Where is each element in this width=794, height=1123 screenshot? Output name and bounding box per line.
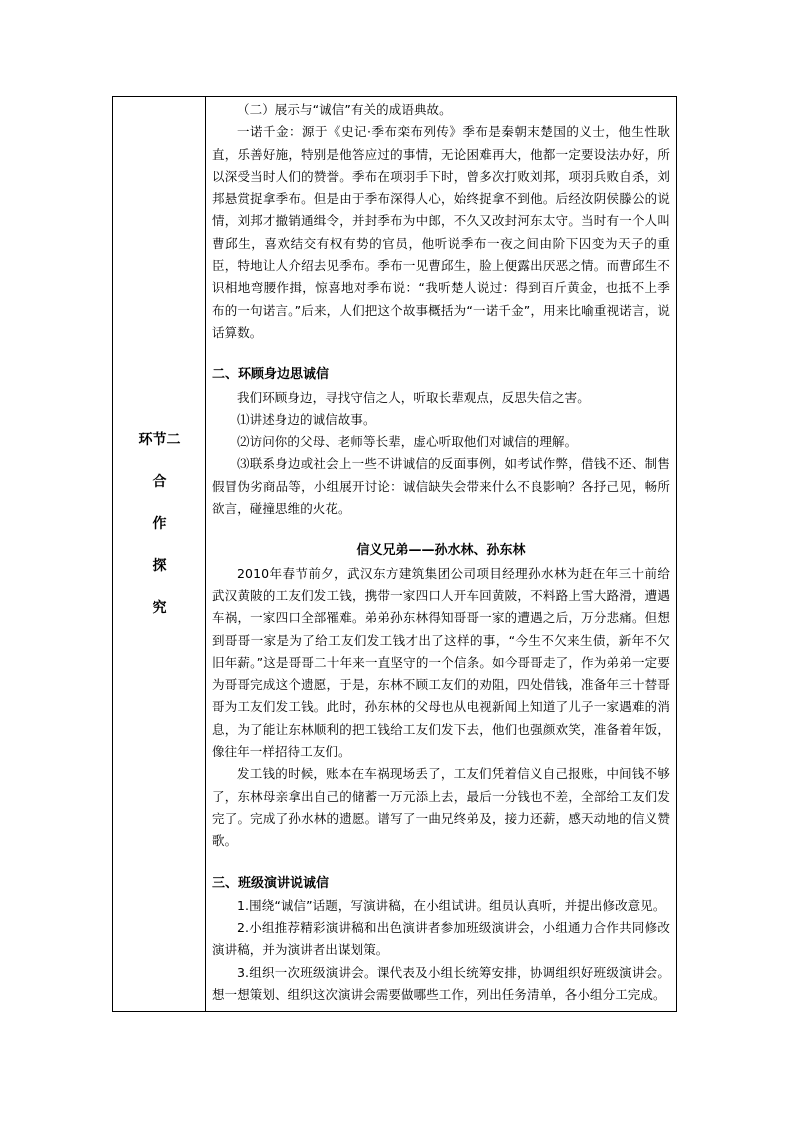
phase-char-1: 合 [152,474,167,490]
section-two-item-3: ⑶联系身边或社会上一些不讲诚信的反面事例，如考试作弊，借钱不还、制售假冒伪劣商品等，小组展开讨论：诚信缺失会带来什么不良影响？各抒己见，畅所欲言，碰撞思维的火花。 [212,456,670,517]
section-three-item-2: 2.小组推荐精彩演讲稿和出色演讲者参加班级演讲会，小组通力合作共同修改演讲稿，并为演讲者出谋划策。 [212,920,670,958]
idiom-intro: （二）展示与“诚信”有关的成语典故。 [237,102,452,117]
section-three-heading: 三、班级演讲说诚信 [212,875,330,891]
section-three-item-3: 3.组织一次班级演讲会。课代表及小组长统筹安排，协调组织好班级演讲会。想一想策划、组织这次演讲会需要做哪些工作，列出任务清单，各小组分工完成。 [212,964,670,1002]
section-two-intro: 我们环顾身边，寻找守信之人，听取长辈观点，反思失信之害。 [237,389,590,405]
idiom-story: 一诺千金：源于《史记·季布栾布列传》季布是秦朝末楚国的义士，他生性耿直，乐善好施，特别是他答应过的事情，无论困难再大，他都一定要设法办好，所以深受当时人们的赞誉。季布在项羽手下时，曾多次打败刘邦，项羽兵败自杀，刘邦悬赏捉拿季布。但是由于季布深得人心，始终捉拿不到他。后经汝阴侯滕公的说情，刘邦才撤销通缉令，并封季布为中郎，不久又改封河东太守。当时有一个人叫曹邱生，喜欢结交有权有势的官员，他听说季布一夜之间由阶下囚变为天子的重臣，特地让人介绍去见季布。季布一见曹邱生，脸上便露出厌恶之情。而曹邱生不识相地弯腰作揖，惊喜地对季布说：“我听楚人说过：得到百斤黄金，也抵不上季布的一句诺言。”后来，人们把这个故事概括为“一诺千金”，用来比喻重视诺言，说话算数。 [212,124,670,340]
phase-name: 环节二 [138,432,181,448]
section-two-heading: 二、环顾身边思诚信 [212,367,330,383]
section-two-item-1: ⑴讲述身边的诚信故事。 [237,411,376,427]
lesson-table [112,96,677,1012]
phase-column [113,97,206,1011]
content-column [206,97,676,1011]
phase-char-3: 探 [152,558,167,574]
section-three-item-1: 1.围绕“诚信”话题，写演讲稿，在小组试讲。组员认真听，并提出修改意见。 [237,897,666,913]
phase-char-2: 作 [152,516,167,532]
story-paragraph-1: 2010年春节前夕，武汉东方建筑集团公司项目经理孙水林为赶在年三十前给武汉黄陂的工友们发工钱，携带一家四口人开车回黄陂，不料路上雪大路滑，遭遇车祸，一家四口全部罹难。弟弟孙东林得知哥哥一家的遭遇之后，万分悲痛。但想到哥哥一家是为了给工友们发工钱才出了这样的事，“今生不欠来生债，新年不欠旧年薪。”这是哥哥二十年来一直坚守的一个信条。如今哥哥走了，作为弟弟一定要为哥哥完成这个遗愿，于是，东林不顾工友们的劝阻，四处借钱，准备年三十替哥哥为工友们发工钱。此时，孙东林的父母也从电视新闻上知道了儿子一家遇难的消息，为了能让东林顺利的把工钱给工友们发下去，他们也强颜欢笑，准备着年饭，像往年一样招待工友们。 [212,565,670,760]
story-paragraph-2: 发工钱的时候，账本在车祸现场丢了，工友们凭着信义自己报账，中间钱不够了，东林母亲拿出自己的储蓄一万元添上去，最后一分钱也不差，全部给工友们发完了。完成了孙水林的遗愿。谱写了一曲兄终弟及，接力还薪，感天动地的信义赞歌。 [212,766,670,849]
story-title: 信义兄弟——孙水林、孙东林 [356,543,526,559]
phase-char-4: 究 [152,600,167,616]
section-two-item-2: ⑵访问你的父母、老师等长辈，虚心听取他们对诚信的理解。 [237,434,578,450]
